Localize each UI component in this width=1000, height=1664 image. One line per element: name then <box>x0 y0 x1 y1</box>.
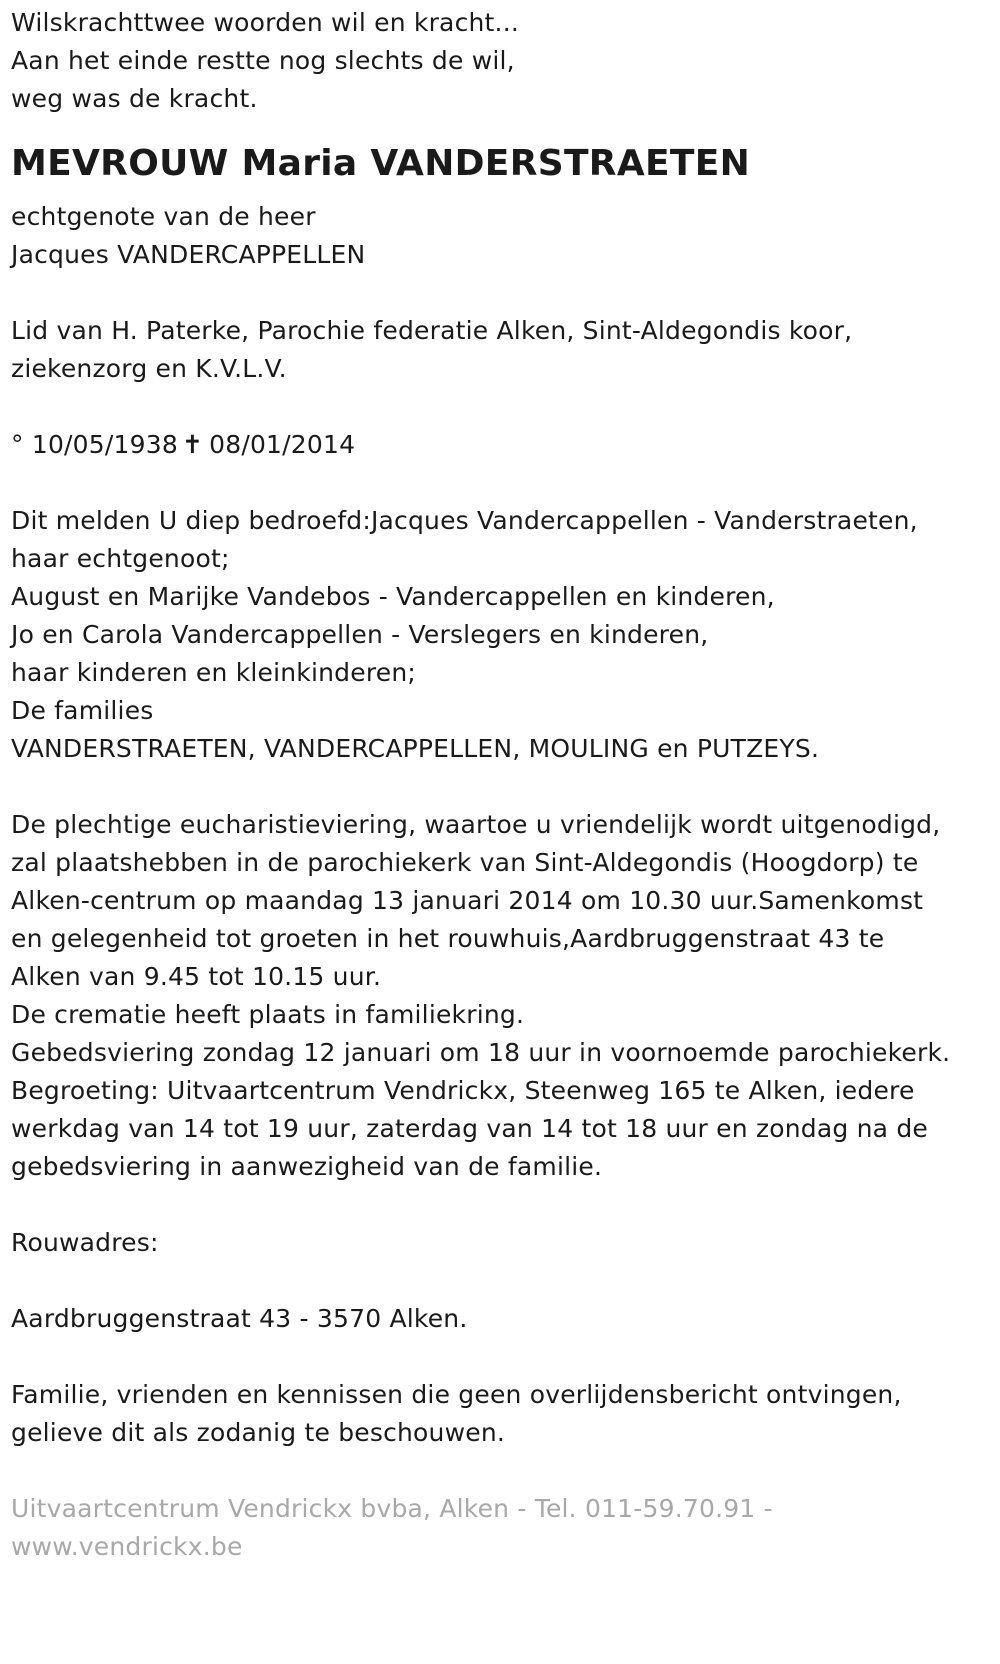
closing-line: Familie, vrienden en kennissen die geen overlijdensbericht ontvingen, <box>11 1380 902 1409</box>
spacer <box>11 768 1000 806</box>
ceremony-line: De plechtige eucharistieviering, waartoe u vriendelijk wordt uitgenodigd, <box>11 810 941 839</box>
ceremony-line: zal plaatshebben in de parochiekerk van Sint-Aldegondis (Hoogdorp) te <box>11 848 919 877</box>
ceremony-line: gebedsviering in aanwezigheid van de familie. <box>11 1152 603 1181</box>
footer <box>11 1490 1000 1566</box>
membership-line: Lid van H. Paterke, Parochie federatie Alken, Sint-Aldegondis koor, <box>11 316 853 345</box>
mourning-address: Aardbruggenstraat 43 - 3570 Alken. <box>11 1304 468 1333</box>
announcement-line: Dit melden U diep bedroefd:Jacques Vandercappellen - Vanderstraeten, <box>11 506 918 535</box>
address-label: Rouwadres: <box>11 1228 159 1257</box>
spacer <box>11 1338 1000 1376</box>
poem-line: weg was de kracht. <box>11 84 258 113</box>
announcement-line: Jo en Carola Vandercappellen - Verslegers en kinderen, <box>11 620 709 649</box>
death-date: 08/01/2014 <box>209 430 356 459</box>
footer-company: Uitvaartcentrum Vendrickx bvba, Alken - Tel. 011-59.70.91 - <box>11 1494 773 1523</box>
ceremony-line: Gebedsviering zondag 12 januari om 18 uur in voornoemde parochiekerk. <box>11 1038 951 1067</box>
ceremony-line: Begroeting: Uitvaartcentrum Vendrickx, Steenweg 165 te Alken, iedere <box>11 1076 915 1105</box>
ceremony-line: werkdag van 14 tot 19 uur, zaterdag van 14 tot 18 uur en zondag na de <box>11 1114 928 1143</box>
announcement-line: De families <box>11 696 154 725</box>
membership-line: ziekenzorg en K.V.L.V. <box>11 354 287 383</box>
spacer <box>11 464 1000 502</box>
ceremony-line: De crematie heeft plaats in familiekring. <box>11 1000 525 1029</box>
life-dates <box>11 426 1000 464</box>
announcement <box>11 502 1000 768</box>
announcement-line: haar echtgenoot; <box>11 544 230 573</box>
spouse-info <box>11 198 1000 274</box>
poem <box>11 4 1000 118</box>
announcement-line: haar kinderen en kleinkinderen; <box>11 658 416 687</box>
spacer <box>11 1452 1000 1490</box>
spouse-line: Jacques VANDERCAPPELLEN <box>11 240 366 269</box>
spacer <box>11 1186 1000 1224</box>
spouse-line: echtgenote van de heer <box>11 202 316 231</box>
spacer <box>11 274 1000 312</box>
footer-website-link[interactable]: www.vendrickx.be <box>11 1532 243 1561</box>
closing-note <box>11 1376 1000 1452</box>
closing-line: gelieve dit als zodanig te beschouwen. <box>11 1418 506 1447</box>
deceased-name: MEVROUW Maria VANDERSTRAETEN <box>11 143 751 184</box>
ceremony-line: Alken-centrum op maandag 13 januari 2014 om 10.30 uur.Samenkomst <box>11 886 924 915</box>
spacer <box>11 1262 1000 1300</box>
poem-line: Aan het einde restte nog slechts de wil, <box>11 46 515 75</box>
announcement-line: August en Marijke Vandebos - Vandercappellen en kinderen, <box>11 582 775 611</box>
ceremony-info <box>11 806 1000 1186</box>
poem-line: Wilskrachttwee woorden wil en kracht... <box>11 8 519 37</box>
cross-icon: ✝ <box>181 430 204 459</box>
spacer <box>11 388 1000 426</box>
ceremony-line: en gelegenheid tot groeten in het rouwhuis,Aardbruggenstraat 43 te <box>11 924 885 953</box>
announcement-line: VANDERSTRAETEN, VANDERCAPPELLEN, MOULING en PUTZEYS. <box>11 734 820 763</box>
birth-date: ° 10/05/1938 <box>11 430 178 459</box>
ceremony-line: Alken van 9.45 tot 10.15 uur. <box>11 962 382 991</box>
membership <box>11 312 1000 388</box>
